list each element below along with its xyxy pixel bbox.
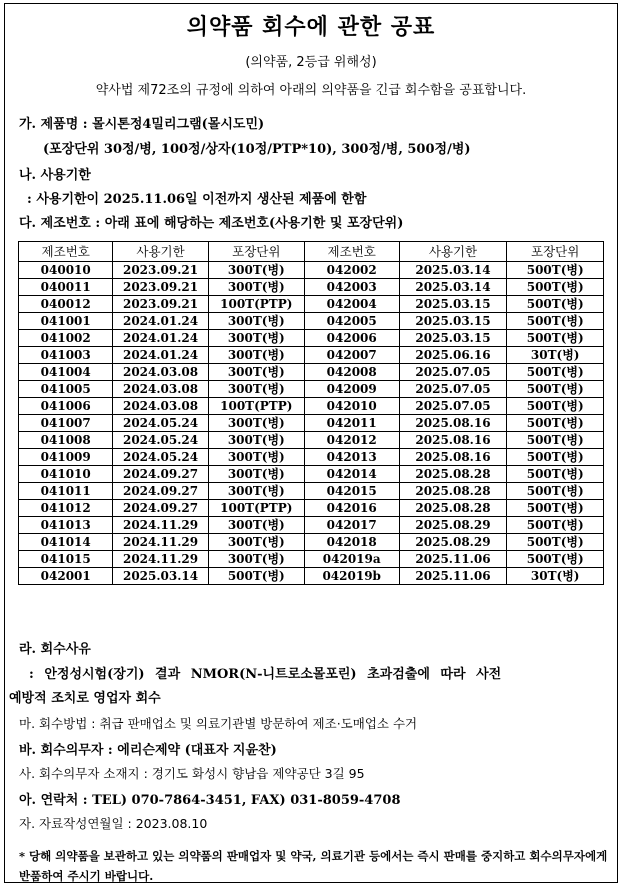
cell-lot-1: 041011 <box>19 483 113 500</box>
cell-pack-2: 500T(병) <box>507 262 604 279</box>
cell-pack-2: 500T(병) <box>507 483 604 500</box>
cell-expiry-2: 2025.03.14 <box>399 262 507 279</box>
cell-expiry-2: 2025.11.06 <box>399 568 507 585</box>
table-row <box>19 449 604 466</box>
lot-table-header-row <box>19 242 604 262</box>
cell-expiry-1: 2023.09.21 <box>113 279 208 296</box>
table-row <box>19 415 604 432</box>
cell-lot-2: 042005 <box>304 313 399 330</box>
cell-pack-2: 500T(병) <box>507 466 604 483</box>
cell-pack-1: 300T(병) <box>208 279 304 296</box>
cell-expiry-1: 2024.05.24 <box>113 432 208 449</box>
cell-lot-1: 041007 <box>19 415 113 432</box>
col-header-expiry-2: 사용기한 <box>399 242 507 262</box>
cell-lot-2: 042019a <box>304 551 399 568</box>
cell-pack-1: 500T(병) <box>208 568 304 585</box>
cell-expiry-1: 2023.09.21 <box>113 296 208 313</box>
cell-pack-2: 500T(병) <box>507 398 604 415</box>
cell-expiry-2: 2025.11.06 <box>399 551 507 568</box>
table-row <box>19 483 604 500</box>
section-date: 자. 자료작성연월일 : 2023.08.10 <box>19 816 208 831</box>
table-row <box>19 517 604 534</box>
lot-table <box>18 241 604 585</box>
section-address: 사. 회수의무자 소재지 : 경기도 화성시 향남읍 제약공단 3길 95 <box>19 766 365 781</box>
cell-pack-1: 300T(병) <box>208 313 304 330</box>
cell-expiry-2: 2025.08.16 <box>399 415 507 432</box>
cell-expiry-2: 2025.07.05 <box>399 398 507 415</box>
table-row <box>19 262 604 279</box>
section-contact: 아. 연락처 : TEL) 070-7864-3451, FAX) 031-8059-4708 <box>19 793 401 808</box>
section-reason-line2: 예방적 조치로 영업자 회수 <box>9 691 161 706</box>
cell-expiry-2: 2025.08.28 <box>399 466 507 483</box>
cell-lot-2: 042017 <box>304 517 399 534</box>
cell-pack-1: 300T(병) <box>208 262 304 279</box>
table-row <box>19 466 604 483</box>
section-method: 마. 회수방법 : 취급 판매업소 및 의료기관별 방문하여 제조·도매업소 수거 <box>19 716 418 731</box>
cell-lot-1: 040011 <box>19 279 113 296</box>
section-expiry-label: 나. 사용기한 <box>19 168 91 183</box>
table-row <box>19 330 604 347</box>
cell-pack-2: 500T(병) <box>507 313 604 330</box>
cell-expiry-1: 2024.09.27 <box>113 500 208 517</box>
cell-pack-2: 500T(병) <box>507 432 604 449</box>
cell-pack-2: 500T(병) <box>507 517 604 534</box>
section-product-name-label: 가. 제품명 : <box>19 117 93 132</box>
cell-lot-1: 041014 <box>19 534 113 551</box>
cell-lot-2: 042007 <box>304 347 399 364</box>
cell-pack-1: 300T(병) <box>208 517 304 534</box>
cell-lot-1: 040010 <box>19 262 113 279</box>
section-reason-line1: : 안정성시험(장기) 결과 NMOR(N-니트로소몰포린) 초과검출에 따라 사전 <box>29 667 502 682</box>
cell-expiry-1: 2024.01.24 <box>113 347 208 364</box>
cell-lot-2: 042014 <box>304 466 399 483</box>
cell-lot-2: 042018 <box>304 534 399 551</box>
cell-expiry-2: 2025.03.14 <box>399 279 507 296</box>
cell-pack-1: 100T(PTP) <box>208 500 304 517</box>
footnote: * 당해 의약품을 보관하고 있는 의약품의 판매업자 및 약국, 의료기관 등에서는 즉시 판매를 중지하고 회수의무자에게 반품하여 주시기 바랍니다. <box>19 849 608 883</box>
cell-pack-2: 500T(병) <box>507 279 604 296</box>
cell-lot-1: 041006 <box>19 398 113 415</box>
page-title: 의약품 회수에 관한 공표 <box>186 15 436 40</box>
cell-expiry-1: 2024.01.24 <box>113 313 208 330</box>
cell-expiry-1: 2025.03.14 <box>113 568 208 585</box>
cell-expiry-2: 2025.07.05 <box>399 381 507 398</box>
cell-lot-2: 042019b <box>304 568 399 585</box>
cell-lot-1: 041008 <box>19 432 113 449</box>
table-row <box>19 347 604 364</box>
intro-text: 약사법 제72조의 규정에 의하여 아래의 의약품을 긴급 회수함을 공표합니다. <box>95 83 527 98</box>
table-row <box>19 398 604 415</box>
cell-lot-1: 041005 <box>19 381 113 398</box>
section-lot-number-label: 다. 제조번호 : <box>19 216 105 231</box>
cell-lot-1: 041001 <box>19 313 113 330</box>
cell-expiry-2: 2025.08.16 <box>399 432 507 449</box>
cell-pack-1: 300T(병) <box>208 551 304 568</box>
page-subtitle: (의약품, 2등급 위해성) <box>245 55 377 70</box>
table-row <box>19 279 604 296</box>
obligor-value: 에리슨제약 (대표자 지윤찬) <box>117 743 277 758</box>
table-row <box>19 364 604 381</box>
section-reason-label: 라. 회수사유 <box>19 642 91 657</box>
cell-lot-2: 042011 <box>304 415 399 432</box>
cell-pack-2: 30T(병) <box>507 568 604 585</box>
cell-lot-2: 042004 <box>304 296 399 313</box>
cell-lot-2: 042009 <box>304 381 399 398</box>
col-header-pack-1: 포장단위 <box>208 242 304 262</box>
cell-expiry-2: 2025.08.29 <box>399 534 507 551</box>
cell-pack-1: 300T(병) <box>208 381 304 398</box>
cell-pack-1: 300T(병) <box>208 534 304 551</box>
cell-pack-1: 100T(PTP) <box>208 398 304 415</box>
cell-lot-1: 041004 <box>19 364 113 381</box>
cell-pack-2: 30T(병) <box>507 347 604 364</box>
cell-expiry-1: 2024.05.24 <box>113 449 208 466</box>
cell-pack-2: 500T(병) <box>507 449 604 466</box>
cell-lot-1: 040012 <box>19 296 113 313</box>
cell-pack-2: 500T(병) <box>507 415 604 432</box>
cell-expiry-1: 2024.11.29 <box>113 517 208 534</box>
cell-expiry-2: 2025.03.15 <box>399 330 507 347</box>
cell-lot-1: 041003 <box>19 347 113 364</box>
cell-expiry-1: 2024.03.08 <box>113 398 208 415</box>
cell-expiry-2: 2025.08.28 <box>399 483 507 500</box>
cell-pack-2: 500T(병) <box>507 500 604 517</box>
cell-expiry-2: 2025.03.15 <box>399 313 507 330</box>
cell-expiry-1: 2024.09.27 <box>113 466 208 483</box>
cell-lot-1: 041009 <box>19 449 113 466</box>
col-header-pack-2: 포장단위 <box>507 242 604 262</box>
cell-expiry-1: 2024.03.08 <box>113 364 208 381</box>
cell-expiry-2: 2025.06.16 <box>399 347 507 364</box>
cell-pack-1: 300T(병) <box>208 364 304 381</box>
cell-pack-1: 300T(병) <box>208 483 304 500</box>
cell-expiry-1: 2024.03.08 <box>113 381 208 398</box>
cell-lot-2: 042008 <box>304 364 399 381</box>
table-row <box>19 381 604 398</box>
lot-number-value: 아래 표에 해당하는 제조번호(사용기한 및 포장단위) <box>104 216 404 231</box>
col-header-lot-1: 제조번호 <box>19 242 113 262</box>
cell-expiry-2: 2025.08.29 <box>399 517 507 534</box>
table-row <box>19 534 604 551</box>
cell-expiry-1: 2024.01.24 <box>113 330 208 347</box>
table-row <box>19 551 604 568</box>
cell-expiry-1: 2023.09.21 <box>113 262 208 279</box>
cell-pack-2: 500T(병) <box>507 551 604 568</box>
cell-pack-1: 100T(PTP) <box>208 296 304 313</box>
cell-lot-2: 042002 <box>304 262 399 279</box>
cell-pack-1: 300T(병) <box>208 347 304 364</box>
cell-lot-1: 041012 <box>19 500 113 517</box>
cell-pack-1: 300T(병) <box>208 466 304 483</box>
cell-lot-2: 042013 <box>304 449 399 466</box>
col-header-lot-2: 제조번호 <box>304 242 399 262</box>
cell-lot-1: 041002 <box>19 330 113 347</box>
cell-pack-2: 500T(병) <box>507 381 604 398</box>
cell-lot-2: 042016 <box>304 500 399 517</box>
cell-expiry-2: 2025.08.16 <box>399 449 507 466</box>
table-row <box>19 500 604 517</box>
col-header-expiry-1: 사용기한 <box>113 242 208 262</box>
cell-expiry-1: 2024.09.27 <box>113 483 208 500</box>
cell-expiry-1: 2024.11.29 <box>113 551 208 568</box>
cell-lot-2: 042003 <box>304 279 399 296</box>
table-row <box>19 296 604 313</box>
product-name-value: 몰시톤정4밀리그램(몰시도민) <box>92 117 265 132</box>
cell-pack-2: 500T(병) <box>507 364 604 381</box>
section-lot-number <box>19 212 403 231</box>
cell-lot-1: 041015 <box>19 551 113 568</box>
cell-lot-2: 042010 <box>304 398 399 415</box>
cell-lot-2: 042015 <box>304 483 399 500</box>
cell-lot-2: 042006 <box>304 330 399 347</box>
cell-pack-2: 500T(병) <box>507 534 604 551</box>
cell-lot-2: 042012 <box>304 432 399 449</box>
cell-expiry-2: 2025.07.05 <box>399 364 507 381</box>
section-obligor <box>19 739 277 758</box>
cell-lot-1: 041010 <box>19 466 113 483</box>
lot-table-body <box>19 262 604 585</box>
section-obligor-label: 바. 회수의무자 : <box>19 743 118 758</box>
cell-pack-1: 300T(병) <box>208 432 304 449</box>
section-product-name <box>19 113 264 132</box>
cell-expiry-1: 2024.05.24 <box>113 415 208 432</box>
cell-lot-1: 041013 <box>19 517 113 534</box>
cell-expiry-2: 2025.08.28 <box>399 500 507 517</box>
cell-pack-2: 500T(병) <box>507 330 604 347</box>
table-row <box>19 313 604 330</box>
table-row <box>19 432 604 449</box>
product-packaging: (포장단위 30정/병, 100정/상자(10정/PTP*10), 300정/병, 500정/병) <box>43 142 471 157</box>
cell-pack-1: 300T(병) <box>208 449 304 466</box>
cell-pack-1: 300T(병) <box>208 415 304 432</box>
cell-expiry-2: 2025.03.15 <box>399 296 507 313</box>
cell-pack-1: 300T(병) <box>208 330 304 347</box>
cell-expiry-1: 2024.11.29 <box>113 534 208 551</box>
cell-lot-1: 042001 <box>19 568 113 585</box>
recall-notice <box>4 3 618 883</box>
cell-pack-2: 500T(병) <box>507 296 604 313</box>
table-row <box>19 568 604 585</box>
section-expiry-value: : 사용기한이 2025.11.06일 이전까지 생산된 제품에 한함 <box>27 192 367 207</box>
